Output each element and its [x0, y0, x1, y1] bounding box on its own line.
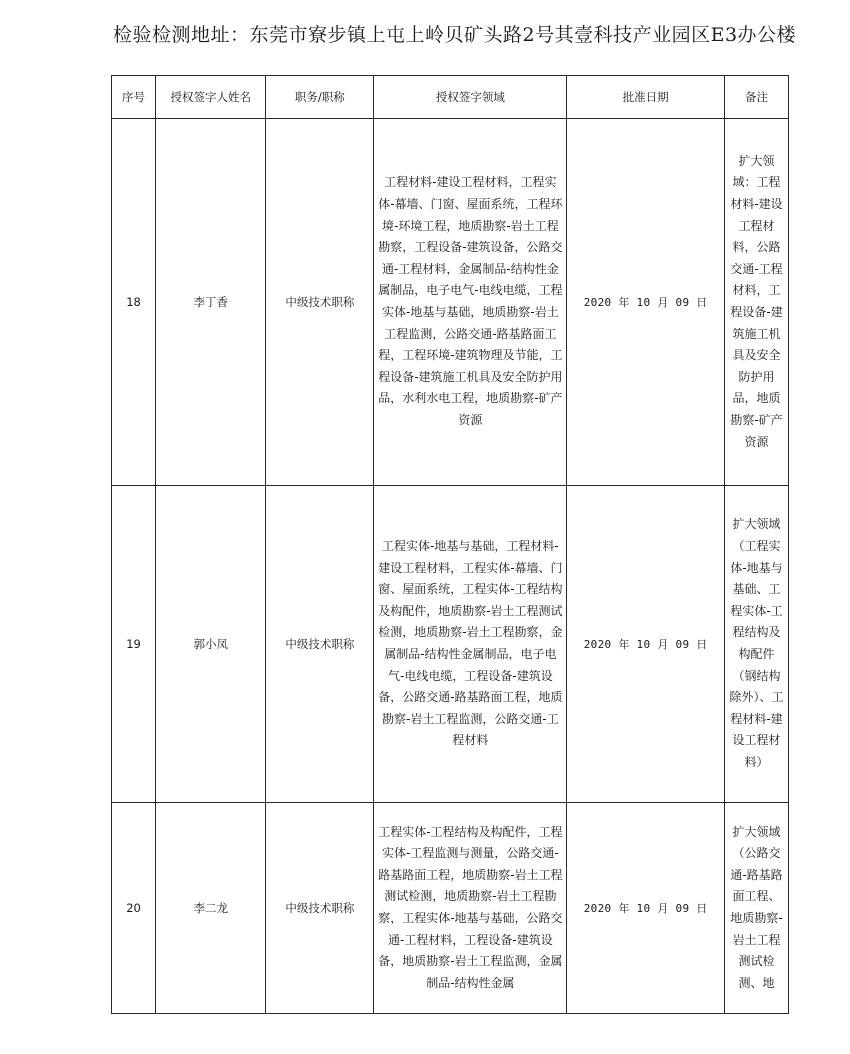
table-row	[112, 119, 789, 486]
cell-note: 扩大领域：工程材料-建设工程材料，公路交通-工程材料，工程设备-建筑施工机具及安全防护用品，地质勘察-矿产资源	[725, 119, 789, 486]
header-name: 授权签字人姓名	[156, 76, 266, 119]
header-seq: 序号	[112, 76, 156, 119]
cell-domain: 工程实体-工程结构及构配件，工程实体-工程监测与测量，公路交通-路基路面工程，地质勘察-岩土工程测试检测，地质勘察-岩土工程勘察，工程实体-地基与基础，公路交通-工程材料，工程设备-建筑设备，地质勘察-岩土工程监测，金属制品-结构性金属	[374, 803, 567, 1014]
header-note: 备注	[725, 76, 789, 119]
cell-name: 郭小凤	[156, 486, 266, 803]
cell-name: 李丁香	[156, 119, 266, 486]
cell-date: 2020 年 10 月 09 日	[567, 486, 725, 803]
cell-date: 2020 年 10 月 09 日	[567, 803, 725, 1014]
cell-title: 中级技术职称	[266, 803, 374, 1014]
authorized-signatories-table	[111, 75, 789, 1014]
table-row	[112, 803, 789, 1014]
cell-note: 扩大领域（工程实体-地基与基础、工程实体-工程结构及构配件（钢结构除外）、工程材料-建设工程材料）	[725, 486, 789, 803]
cell-seq: 20	[112, 803, 156, 1014]
table-row	[112, 486, 789, 803]
cell-domain: 工程材料-建设工程材料，工程实体-幕墙、门窗、屋面系统，工程环境-环境工程，地质勘察-岩土工程勘察，工程设备-建筑设备，公路交通-工程材料，金属制品-结构性金属制品，电子电气-电线电缆，工程实体-地基与基础，地质勘察-岩土工程监测，公路交通-路基路面工程，工程环境-建筑物理及节能，工程设备-建筑施工机具及安全防护用品，水利水电工程，地质勘察-矿产资源	[374, 119, 567, 486]
cell-date: 2020 年 10 月 09 日	[567, 119, 725, 486]
cell-title: 中级技术职称	[266, 119, 374, 486]
header-date: 批准日期	[567, 76, 725, 119]
cell-note: 扩大领域（公路交通-路基路面工程、地质勘察-岩土工程测试检测、地	[725, 803, 789, 1014]
cell-seq: 18	[112, 119, 156, 486]
table-header-row	[112, 76, 789, 119]
cell-domain: 工程实体-地基与基础，工程材料-建设工程材料，工程实体-幕墙、门窗、屋面系统，工程实体-工程结构及构配件，地质勘察-岩土工程测试检测，地质勘察-岩土工程勘察，金属制品-结构性金属制品，电子电气-电线电缆，工程设备-建筑设备，公路交通-路基路面工程，地质勘察-岩土工程监测，公路交通-工程材料	[374, 486, 567, 803]
cell-title: 中级技术职称	[266, 486, 374, 803]
cell-name: 李二龙	[156, 803, 266, 1014]
inspection-address: 检验检测地址：东莞市寮步镇上屯上岭贝矿头路2号其壹科技产业园区E3办公楼	[113, 24, 797, 46]
cell-seq: 19	[112, 486, 156, 803]
header-title: 职务/职称	[266, 76, 374, 119]
header-domain: 授权签字领域	[374, 76, 567, 119]
